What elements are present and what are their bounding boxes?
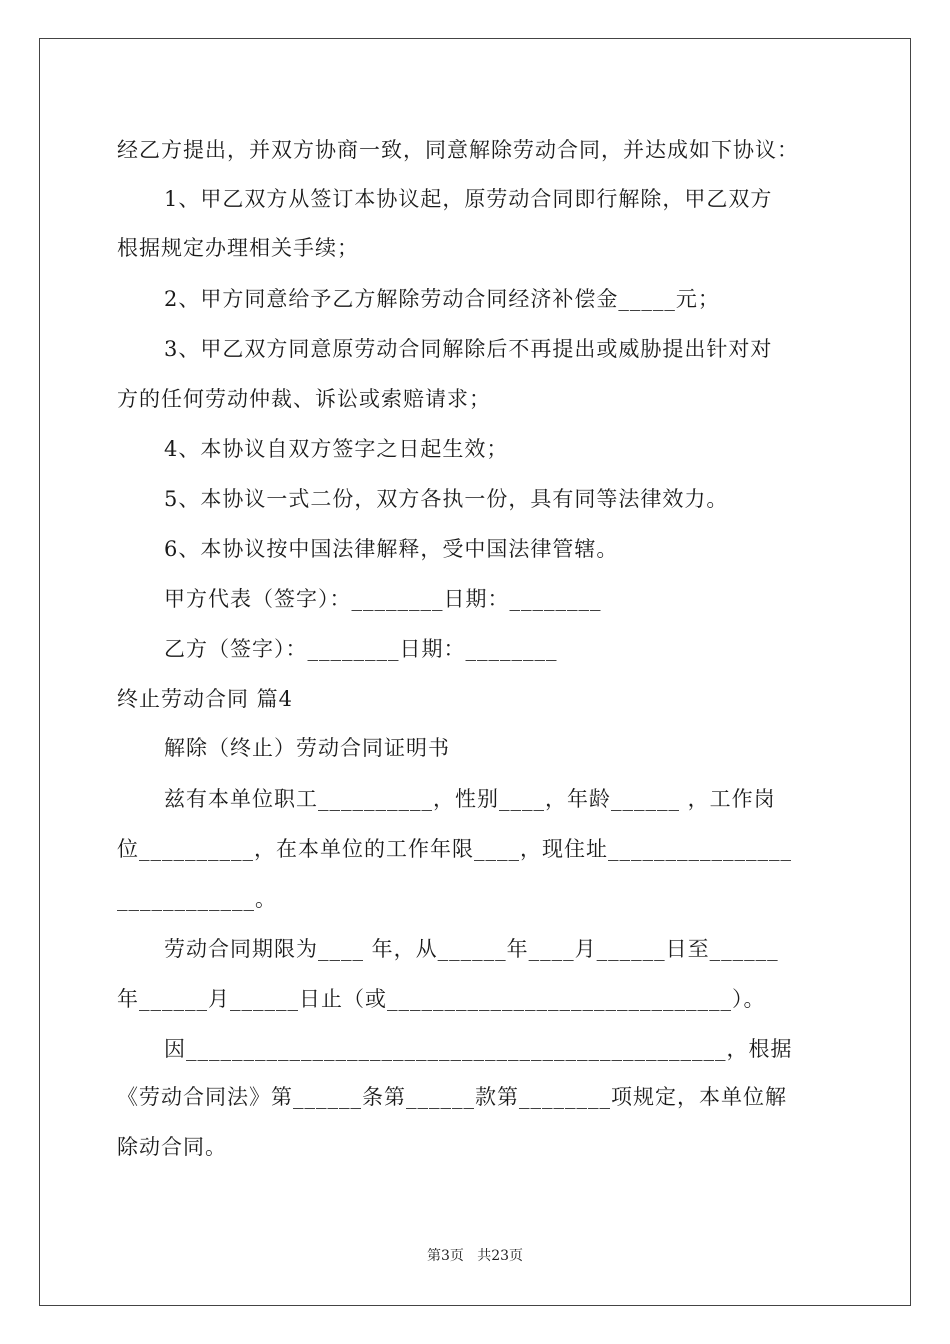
clause-2: 2、甲方同意给予乙方解除劳动合同经济补偿金_____元； xyxy=(164,287,720,311)
employee-info-line-3: ____________。 xyxy=(117,887,277,911)
employee-info-line-1: 兹有本单位职工__________，性别____，年龄______ ，工作岗 xyxy=(164,787,776,811)
section-heading: 终止劳动合同 篇4 xyxy=(117,687,294,711)
reason-line: 因_______________________________________________，根据 xyxy=(164,1037,793,1061)
certificate-title: 解除（终止）劳动合同证明书 xyxy=(164,736,450,760)
party-b-signature-line: 乙方（签字）：________日期：________ xyxy=(164,637,558,661)
clause-3-line-1: 3、甲乙双方同意原劳动合同解除后不再提出或威胁提出针对对 xyxy=(164,337,773,361)
page-border xyxy=(39,38,911,1306)
clause-6: 6、本协议按中国法律解释，受中国法律管辖。 xyxy=(164,537,619,561)
clause-4: 4、本协议自双方签字之日起生效； xyxy=(164,437,509,461)
legal-basis-line-2: 除动合同。 xyxy=(117,1135,227,1159)
clause-1-line-2: 根据规定办理相关手续； xyxy=(117,236,359,260)
party-a-signature-line: 甲方代表（签字）：________日期：________ xyxy=(164,587,602,611)
clause-1-line-1: 1、甲乙双方从签订本协议起，原劳动合同即行解除，甲乙双方 xyxy=(164,187,773,211)
contract-term-line-1: 劳动合同期限为____ 年，从______年____月______日至______ xyxy=(164,937,779,961)
page-number-footer: 第3页 共23页 xyxy=(426,1248,524,1264)
intro-line: 经乙方提出，并双方协商一致，同意解除劳动合同，并达成如下协议： xyxy=(117,138,799,162)
employee-info-line-2: 位__________，在本单位的工作年限____，现住址________________ xyxy=(117,837,792,861)
clause-5: 5、本协议一式二份，双方各执一份，具有同等法律效力。 xyxy=(164,487,729,511)
legal-basis-line-1: 《劳动合同法》第______条第______款第________项规定，本单位解 xyxy=(117,1085,787,1109)
clause-3-line-2: 方的任何劳动仲裁、诉讼或索赔请求； xyxy=(117,387,491,411)
contract-term-line-2: 年______月______日止（或______________________________）。 xyxy=(117,987,766,1011)
